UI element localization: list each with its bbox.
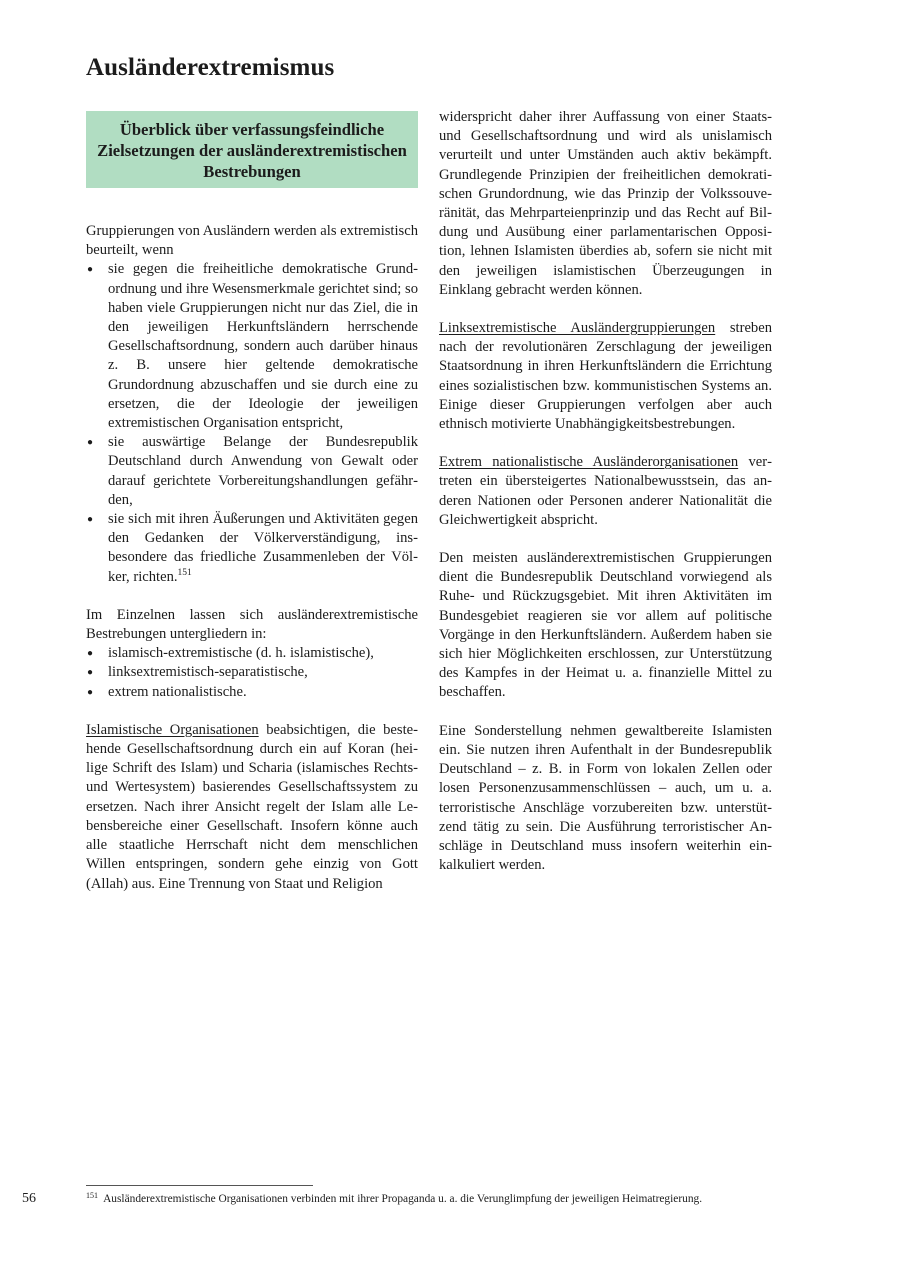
criteria-item: ● sie gegen die freiheitliche demokratische Grundordnung und ihre Wesensmerkmale gerichtet sind; so haben viele Gruppierungen nicht nur das Ziel, die in den jeweiligen Herkunftsländern herrschende Gesellschaftsordnung, sondern auch darüber hinaus z. B. unsere hier geltende demokratische Grundordnung abzuschaffen und sie durch eine zu ersetzen, die der Ideologie der jeweiligen extremistischen Organisation entspricht, xyxy=(86,260,418,433)
subdivision-intro: Im Einzelnen lassen sich ausländerextremistische Bestrebungen untergliedern in: xyxy=(86,606,418,643)
nationalist-paragraph xyxy=(439,453,772,530)
subdivision-list xyxy=(86,644,418,702)
footnote-divider xyxy=(86,1185,313,1186)
page-title: Ausländerextremismus xyxy=(86,54,335,81)
nationalist-text: vertreten ein übersteigertes Nationalbewusstsein, das anderen Nationen oder Personen anderer Nationalität die Gleichwertigkeit abspricht. xyxy=(439,454,772,528)
subdivision-item: ● extrem nationalistische. xyxy=(86,683,418,702)
subdivision-item: ● islamisch-extremistische (d. h. islamistische), xyxy=(86,644,418,663)
left-extremist-paragraph xyxy=(439,319,772,434)
islamist-paragraph xyxy=(86,721,418,894)
criteria-item xyxy=(86,510,418,587)
intro-paragraph: Gruppierungen von Ausländern werden als extremistisch beurteilt, wenn xyxy=(86,223,418,259)
footnote xyxy=(86,1192,806,1206)
left-column xyxy=(86,108,418,894)
criteria-item-text: sie sich mit ihren Äußerungen und Aktivitäten gegen den Gedanken der Völkerverständigung, insbesondere das friedliche Zusammenleben der Völker, richten. xyxy=(108,511,418,585)
nationalist-heading: Extrem nationalistische Ausländerorganisationen xyxy=(439,454,739,471)
islamist-text: beabsichtigen, die bestehende Gesellschaftsordnung durch ein auf Koran (heilige Schrift des Islam) und Scharia (islamisches Rechts- und Wertesystem) basierendes Gesellschaftssystem zu ersetzen. Nach ihrer Ansicht regelt der Islam alle Lebensbereiche einer Gesellschaft. Insofern könne auch alle staatliche Herrschaft nicht dem menschlichen Willen entspringen, sondern gehe einzig von Gott (Allah) aus. Eine Trennung von Staat und Religion xyxy=(86,721,418,892)
islamist-continuation: widerspricht daher ihrer Auffassung von einer Staats- und Gesellschaftsordnung und wird als unislamisch verurteilt und unter Umständen auch aktiv bekämpft. Grundlegende Prinzipien der freiheitlichen demokratischen Grundordnung, wie das Prinzip der Volkssouveränität, das Mehrparteienprinzip und das Recht auf Bildung und Ausübung einer parlamentarischen Opposition, lehnen Islamisten überdies ab, sofern sie nicht mit den jeweiligen islamistischen Überzeugungen in Einklang gebracht werden können. xyxy=(439,109,772,298)
islamist-heading: Islamistische Organisationen xyxy=(86,721,259,738)
page-number: 56 xyxy=(22,1191,36,1206)
footnote-number: 151 xyxy=(86,1191,98,1200)
overview-box: Überblick über verfassungsfeindliche Zielsetzungen der ausländerextremistischen Bestrebungen xyxy=(86,111,418,188)
subdivision-item: ● linksextremistisch-separatistische, xyxy=(86,663,418,682)
right-column xyxy=(439,108,772,875)
retreat-paragraph: Den meisten ausländerextremistischen Gruppierungen dient die Bundesrepublik Deutschland vorwiegend als Ruhe- und Rückzugsgebiet. Mit ihren Aktivitäten im Bundesgebiet reagieren sie vor allem auf politische Vorgänge in den Herkunftsländern. Außerdem haben sie sich hier Möglichkeiten erschlossen, zur Unterstützung des Kampfes in der Heimat u. a. finanzielle Mittel zu beschaffen. xyxy=(439,550,772,701)
criteria-list xyxy=(86,260,418,586)
left-extremist-heading: Linksextremistische Ausländergruppierungen xyxy=(439,320,716,337)
criteria-item: ● sie auswärtige Belange der Bundesrepublik Deutschland durch Anwendung von Gewalt oder darauf gerichtete Vorbereitungshandlungen gefährden, xyxy=(86,433,418,510)
footnote-text: Ausländerextremistische Organisationen verbinden mit ihrer Propaganda u. a. die Verunglimpfung der jeweiligen Heimatregierung. xyxy=(103,1193,703,1205)
special-position-paragraph: Eine Sonderstellung nehmen gewaltbereite Islamisten ein. Sie nutzen ihren Aufenthalt in der Bundesrepublik Deutschland – z. B. in Form von lokalen Zellen oder losen Personenzusammenschlüssen – auch, um u. a. terroristische Anschläge vorzubereiten bzw. unterstützend tätig zu sein. Die Ausführung terroristischer Anschläge in Deutschland muss insofern weiterhin einkalkuliert werden. xyxy=(439,722,772,874)
left-extremist-text: streben nach der revolutionären Zerschlagung der jeweiligen Staatsordnung in ihren Herkunftsländern die Errichtung eines sozialistischen bzw. kommunistischen Systems an. Einige dieser Gruppierungen verfolgen aber auch ethnisch motivierte Unabhängigkeitsbestrebungen. xyxy=(439,320,772,433)
footnote-reference: 151 xyxy=(177,567,192,578)
